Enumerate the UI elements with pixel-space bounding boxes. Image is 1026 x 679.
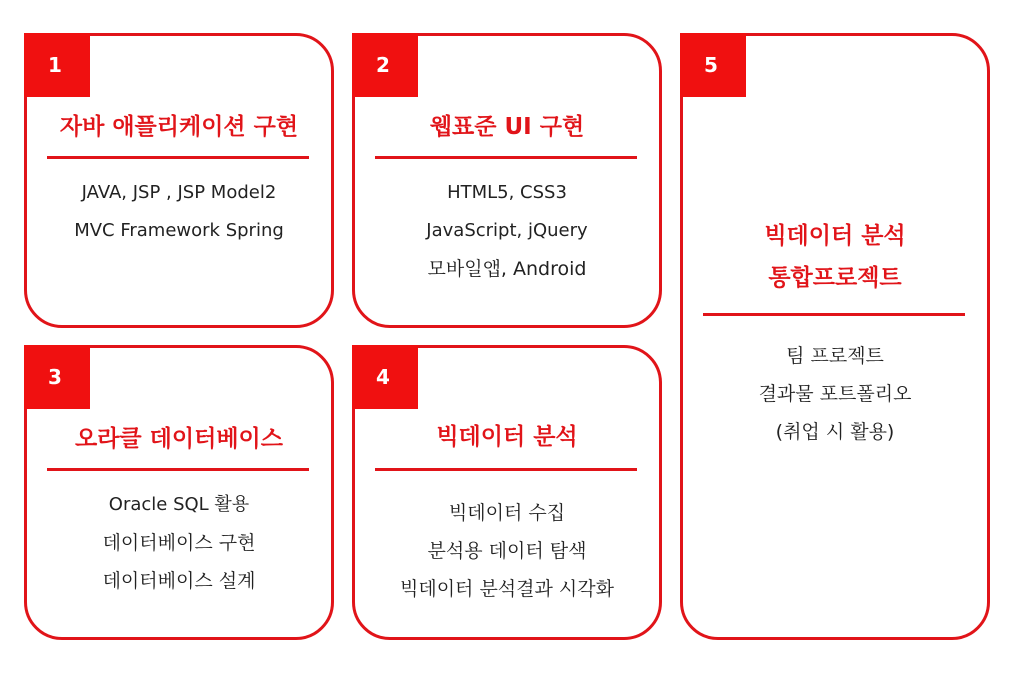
card-title: 웹표준 UI 구현 [429, 114, 585, 140]
card-item: 빅데이터 수집 [448, 502, 566, 524]
card-title-line1: 빅데이터 분석 [764, 223, 906, 249]
card-bigdata-analysis [352, 345, 662, 640]
card-item: JAVA, JSP , JSP Model2 [81, 182, 277, 203]
card-divider [375, 156, 637, 159]
card-item: MVC Framework Spring [74, 220, 284, 241]
card-item: 빅데이터 분석결과 시각화 [400, 578, 614, 600]
card-item: 결과물 포트폴리오 [758, 383, 912, 405]
card-item: 데이터베이스 설계 [102, 570, 256, 592]
card-number-badge: 4 [352, 345, 418, 409]
card-bigdata-project [680, 33, 990, 640]
card-item: JavaScript, jQuery [426, 220, 588, 241]
card-divider [47, 156, 309, 159]
card-number-badge: 1 [24, 33, 90, 97]
card-divider [375, 468, 637, 471]
card-web-ui [352, 33, 662, 328]
card-divider [703, 313, 965, 316]
card-title: 자바 애플리케이션 구현 [59, 114, 299, 140]
card-item: 팀 프로젝트 [786, 345, 884, 367]
card-item: HTML5, CSS3 [447, 182, 567, 203]
card-item: Oracle SQL 활용 [108, 494, 250, 515]
card-item: 데이터베이스 구현 [102, 532, 256, 554]
card-title: 빅데이터 분석 [436, 424, 578, 450]
card-item: 모바일앱, Android [427, 258, 587, 280]
card-title: 오라클 데이터베이스 [75, 426, 283, 452]
card-item: 분석용 데이터 탐색 [427, 540, 587, 562]
card-number-badge: 5 [680, 33, 746, 97]
card-number-badge: 2 [352, 33, 418, 97]
card-divider [47, 468, 309, 471]
card-oracle-db [24, 345, 334, 640]
card-item: (취업 시 활용) [775, 421, 895, 443]
card-title-line2: 통합프로젝트 [768, 265, 902, 291]
card-number-badge: 3 [24, 345, 90, 409]
card-java-app [24, 33, 334, 328]
